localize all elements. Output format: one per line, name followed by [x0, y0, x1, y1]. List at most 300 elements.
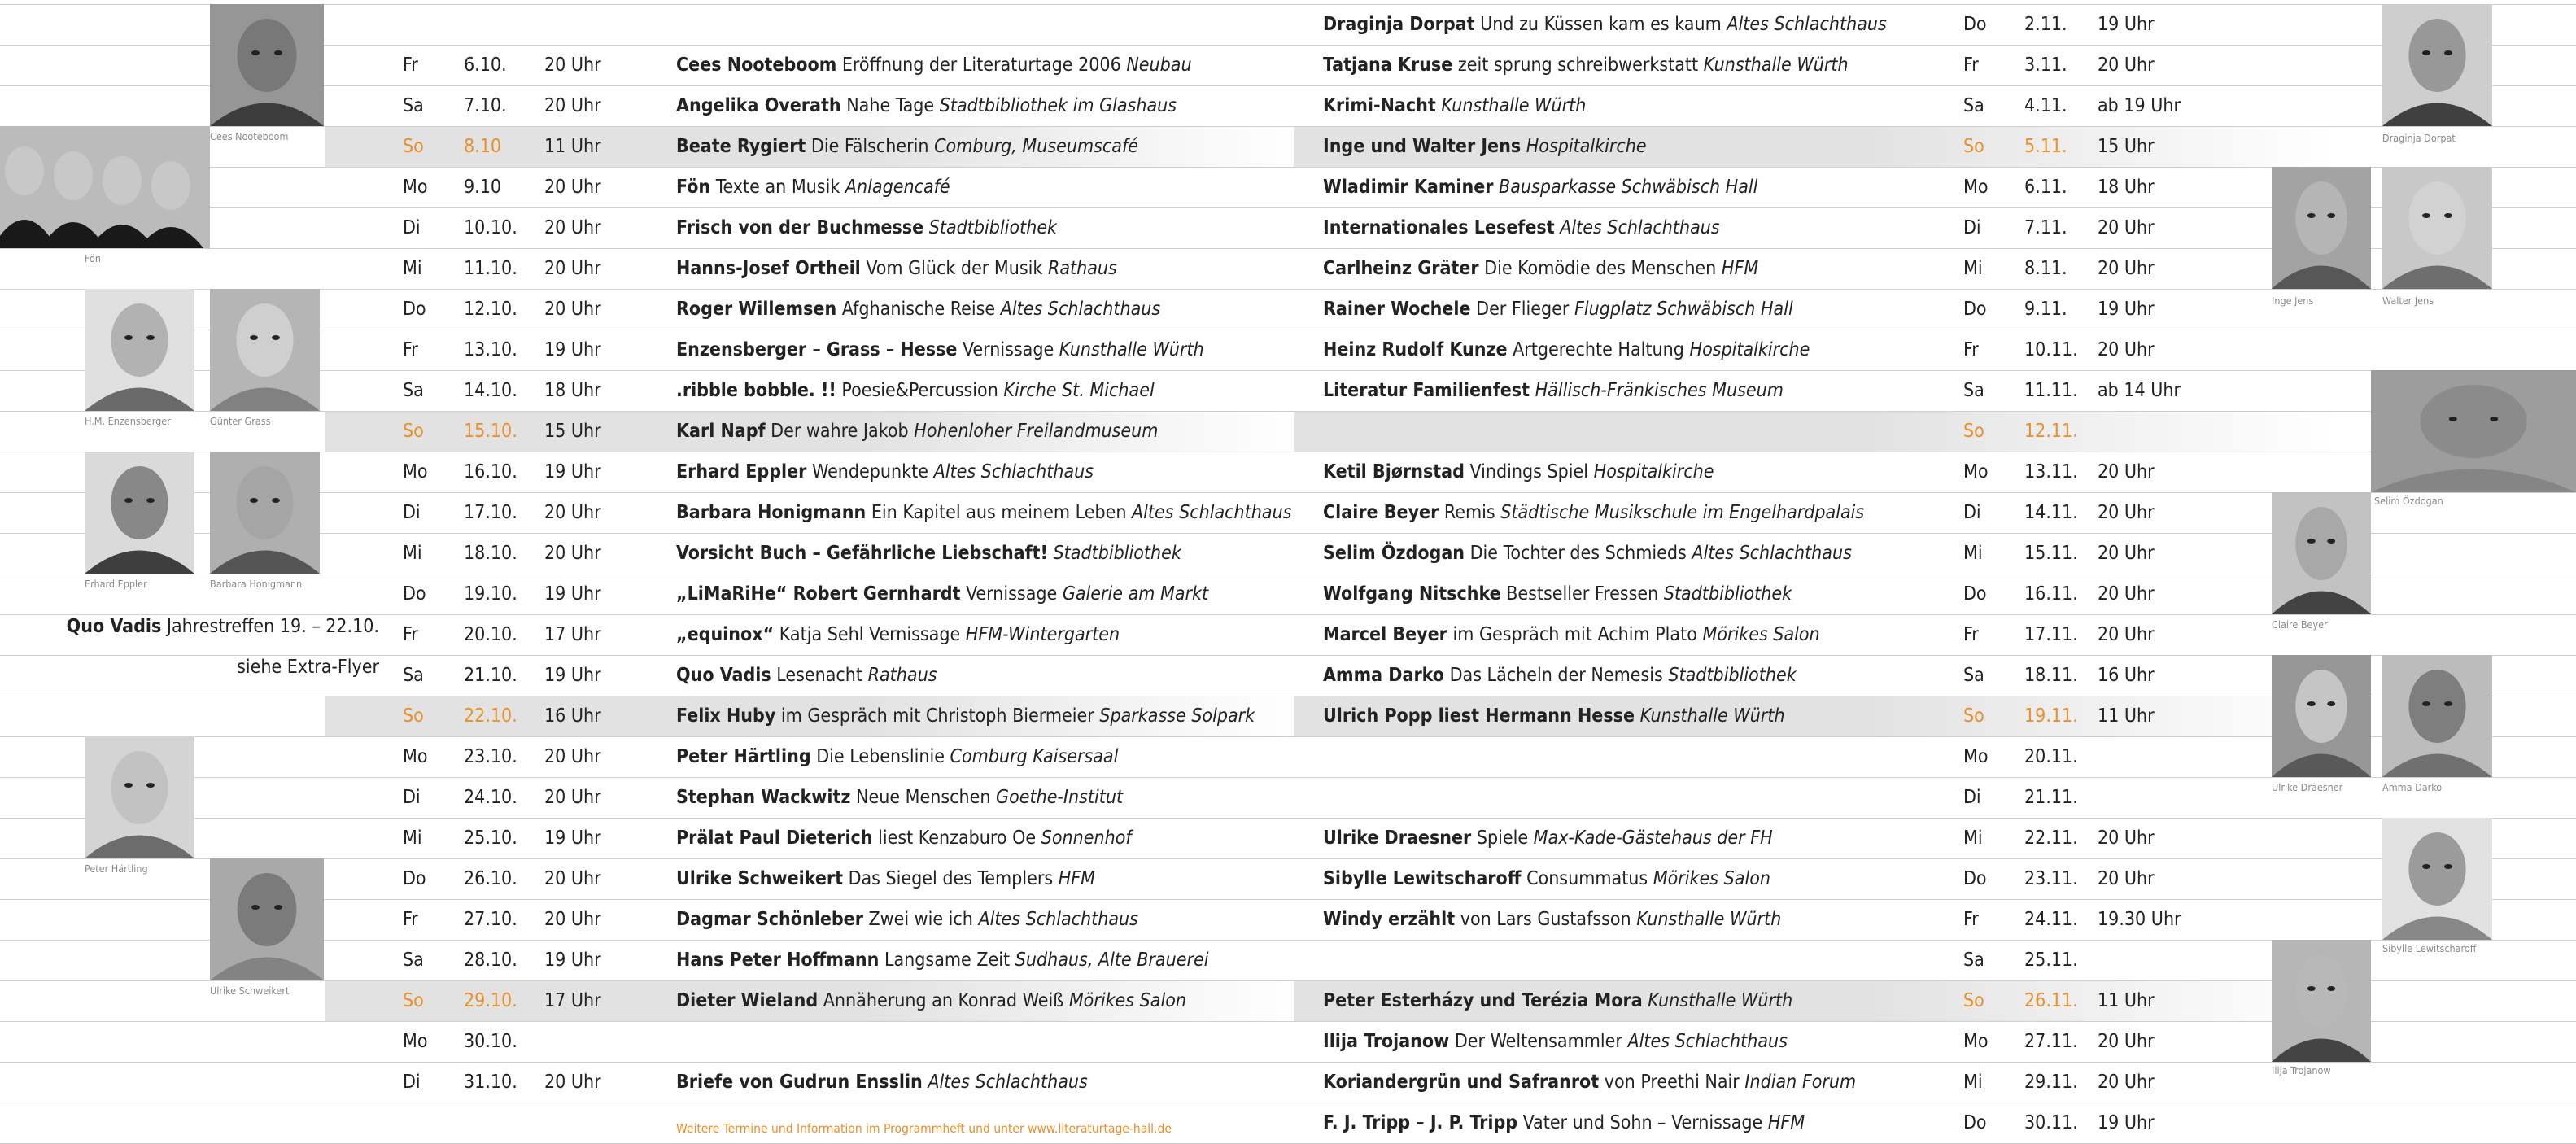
event-venue: Anlagencafé	[845, 177, 950, 198]
event-description: Neue Menschen	[855, 787, 991, 808]
weekday: Mi	[403, 258, 422, 279]
footer-note: Weitere Termine und Information im Programmheft und unter www.literaturtage-hall.de	[676, 1121, 1172, 1136]
event-name: Erhard Eppler	[676, 461, 807, 482]
weekday: Sa	[403, 665, 424, 686]
weekday: So	[1963, 136, 1984, 157]
event-name: Ulrich Popp liest Hermann Hesse	[1323, 705, 1635, 727]
event-description: Die Tochter des Schmieds	[1469, 543, 1687, 564]
weekday: Mi	[1963, 543, 1983, 564]
october-row	[325, 492, 1302, 533]
portrait-caption: Sibylle Lewitscharoff	[2382, 942, 2477, 954]
event	[676, 452, 1094, 492]
portrait-image	[2272, 167, 2371, 289]
october-row	[325, 777, 1302, 818]
event-venue: Altes Schlachthaus	[933, 461, 1094, 482]
event-name: Ulrike Draesner	[1323, 827, 1472, 849]
time: 19 Uhr	[544, 665, 601, 686]
date: 18.10.	[464, 543, 517, 564]
event-description: von Preethi Nair	[1604, 1072, 1740, 1093]
november-row	[1294, 45, 2335, 85]
date: 7.11.	[2024, 217, 2067, 238]
time: 20 Uhr	[2098, 339, 2155, 360]
event-venue: Hohenloher Freilandmuseum	[914, 421, 1159, 442]
october-row	[325, 452, 1302, 492]
november-row	[1294, 167, 2335, 207]
date: 12.11.	[2024, 421, 2078, 442]
event	[1323, 452, 1714, 492]
weekday: Mi	[1963, 258, 1983, 279]
portrait-caption: Fön	[85, 252, 102, 264]
date: 27.11.	[2024, 1031, 2078, 1052]
november-row	[1294, 858, 2335, 899]
event-venue: Stadtbibliothek	[1668, 665, 1797, 686]
time: 18 Uhr	[2098, 177, 2155, 198]
november-row	[1294, 1062, 2335, 1103]
event	[676, 1062, 1088, 1103]
event-description: Eröffnung der Literaturtage 2006	[841, 55, 1121, 76]
event	[676, 940, 1208, 980]
row-divider	[0, 411, 2576, 412]
october-row	[325, 370, 1302, 411]
event-description: Consummatus	[1526, 868, 1648, 889]
weekday: Fr	[403, 339, 418, 360]
portrait-image	[85, 289, 194, 411]
date: 4.11.	[2024, 95, 2067, 116]
event-name: Peter Härtling	[676, 746, 811, 767]
weekday: Do	[403, 583, 426, 605]
october-row	[325, 899, 1302, 940]
event-venue: Hospitalkirche	[1689, 339, 1810, 360]
event	[676, 45, 1192, 85]
date: 5.11.	[2024, 136, 2067, 157]
extra-flyer-note: siehe Extra-Flyer	[237, 657, 379, 678]
weekday: Di	[403, 217, 421, 238]
november-row	[1294, 614, 2335, 655]
event-name: Peter Esterházy und Terézia Mora	[1323, 990, 1643, 1011]
date: 17.11.	[2024, 624, 2078, 645]
event-name: Karl Napf	[676, 421, 766, 442]
time: 19 Uhr	[544, 461, 601, 482]
date: 3.11.	[2024, 55, 2067, 76]
time: 20 Uhr	[2098, 543, 2155, 564]
event-name: Claire Beyer	[1323, 502, 1439, 523]
date: 19.11.	[2024, 705, 2078, 727]
row-divider	[0, 167, 2576, 168]
event	[676, 85, 1177, 126]
event-name: Angelika Overath	[676, 95, 841, 116]
weekday: Sa	[1963, 95, 1984, 116]
weekday: Mo	[1963, 177, 1989, 198]
event	[1323, 167, 1757, 207]
event-name: Ulrike Schweikert	[676, 868, 843, 889]
october-row	[325, 696, 1302, 736]
event-description: Das Siegel des Templers	[848, 868, 1054, 889]
portrait-inge	[2272, 167, 2371, 289]
event-venue: Indian Forum	[1744, 1072, 1857, 1093]
event-venue: Kunsthalle Würth	[1636, 909, 1782, 930]
portrait-caption: H.M. Enzensberger	[85, 415, 171, 427]
weekday: Mo	[1963, 746, 1989, 767]
weekday: Mo	[403, 1031, 428, 1052]
date: 19.10.	[464, 583, 517, 605]
time: 20 Uhr	[544, 95, 601, 116]
event	[1323, 126, 1647, 167]
october-row	[325, 940, 1302, 980]
event-venue: Rathaus	[867, 665, 937, 686]
event-name: Felix Huby	[676, 705, 776, 727]
event	[676, 167, 950, 207]
event-venue: Hospitalkirche	[1593, 461, 1714, 482]
november-row	[1294, 126, 2335, 167]
event-venue: Altes Schlachthaus	[1627, 1031, 1788, 1052]
event-venue: HFM-Wintergarten	[965, 624, 1120, 645]
row-divider	[0, 370, 2576, 371]
event-venue: Kirche St. Michael	[1003, 380, 1155, 401]
date: 8.11.	[2024, 258, 2067, 279]
time: 20 Uhr	[2098, 217, 2155, 238]
row-divider	[0, 248, 2576, 249]
time: 20 Uhr	[2098, 258, 2155, 279]
october-row	[325, 167, 1302, 207]
event-description: Ein Kapitel aus meinem Leben	[871, 502, 1127, 523]
time: 20 Uhr	[544, 502, 601, 523]
time: 15 Uhr	[544, 421, 601, 442]
row-divider	[0, 777, 2576, 778]
event-name: Windy erzählt	[1323, 909, 1456, 930]
portrait-image	[2382, 167, 2492, 289]
date: 27.10.	[464, 909, 517, 930]
portrait-caption: Günter Grass	[210, 415, 271, 427]
weekday: Do	[1963, 583, 1987, 605]
portrait-caption: Walter Jens	[2382, 295, 2434, 307]
time: ab 19 Uhr	[2098, 95, 2181, 116]
portrait-draesner	[2272, 655, 2371, 777]
event-venue: Kunsthalle Würth	[1441, 95, 1587, 116]
event-description: Texte an Musik	[715, 177, 840, 198]
event-venue: Kunsthalle Würth	[1639, 705, 1785, 727]
event-name: Ilija Trojanow	[1323, 1031, 1450, 1052]
event	[676, 289, 1160, 330]
event	[1323, 370, 1784, 411]
event-name: Hans Peter Hoffmann	[676, 950, 880, 971]
time: 20 Uhr	[2098, 1072, 2155, 1093]
weekday: Sa	[1963, 950, 1984, 971]
october-row	[325, 207, 1302, 248]
time: 19 Uhr	[544, 583, 601, 605]
event	[676, 126, 1138, 167]
event-name: Sibylle Lewitscharoff	[1323, 868, 1522, 889]
october-row	[325, 45, 1302, 85]
event	[676, 370, 1155, 411]
october-row	[325, 126, 1302, 167]
november-row	[1294, 370, 2335, 411]
time: 20 Uhr	[2098, 624, 2155, 645]
event	[1323, 207, 1720, 248]
date: 18.11.	[2024, 665, 2078, 686]
weekday: Fr	[1963, 909, 1979, 930]
event-name: Wolfgang Nitschke	[1323, 583, 1501, 605]
october-row	[325, 655, 1302, 696]
row-divider	[0, 899, 2576, 900]
event-description: Und zu Küssen kam es kaum	[1480, 14, 1722, 35]
portrait-caption: Ulrike Draesner	[2272, 781, 2343, 793]
event	[1323, 492, 1864, 533]
row-divider	[0, 655, 2576, 656]
november-row	[1294, 452, 2335, 492]
weekday: So	[1963, 990, 1984, 1011]
event-venue: Kunsthalle Würth	[1059, 339, 1204, 360]
event-venue: Sonnenhof	[1041, 827, 1132, 849]
portrait-nooteboom	[210, 4, 324, 126]
october-row	[325, 533, 1302, 574]
row-divider	[0, 126, 2576, 127]
november-row	[1294, 533, 2335, 574]
event-venue: Sparkasse Solpark	[1099, 705, 1255, 727]
date: 25.10.	[464, 827, 517, 849]
november-row	[1294, 1021, 2335, 1062]
portrait-caption: Cees Nooteboom	[210, 130, 289, 142]
event-description: Die Lebenslinie	[816, 746, 945, 767]
event-description: Annäherung an Konrad Weiß	[823, 990, 1064, 1011]
weekday: Fr	[403, 624, 418, 645]
date: 9.11.	[2024, 299, 2067, 320]
weekday: Sa	[403, 950, 424, 971]
event-description: Der Flieger	[1476, 299, 1570, 320]
event	[1323, 614, 1820, 655]
portrait-oezdogan	[2371, 370, 2576, 492]
event	[676, 980, 1186, 1021]
weekday: Mo	[403, 746, 428, 767]
event	[1323, 1062, 1856, 1103]
time: 19 Uhr	[544, 827, 601, 849]
portrait-caption: Selim Özdogan	[2374, 495, 2443, 507]
date: 6.10.	[464, 55, 507, 76]
portrait-dorpat	[2382, 4, 2492, 126]
event-name: Selim Özdogan	[1323, 543, 1465, 564]
row-divider	[0, 1062, 2576, 1063]
october-row	[325, 736, 1302, 777]
date: 22.10.	[464, 705, 517, 727]
date: 21.10.	[464, 665, 517, 686]
quo-vadis-note	[67, 616, 379, 637]
event-description: Nahe Tage	[846, 95, 935, 116]
event-venue: Stadtbibliothek	[1053, 543, 1181, 564]
portrait-grass	[210, 289, 320, 411]
date: 11.11.	[2024, 380, 2078, 401]
event-description: Zwei wie ich	[868, 909, 973, 930]
weekday: Do	[403, 868, 426, 889]
portrait-image	[210, 289, 320, 411]
row-divider	[0, 818, 2576, 819]
event-description: Vater und Sohn – Vernissage	[1522, 1112, 1763, 1133]
event-description: Langsame Zeit	[884, 950, 1011, 971]
weekday: Mi	[1963, 1072, 1983, 1093]
portrait-image	[2272, 940, 2371, 1062]
event-name: Internationales Lesefest	[1323, 217, 1555, 238]
row-divider	[0, 45, 2576, 46]
event-description: Remis	[1443, 502, 1495, 523]
event-name: Hanns-Josef Ortheil	[676, 258, 861, 279]
november-row	[1294, 940, 2335, 980]
weekday: Do	[1963, 1112, 1987, 1133]
event-description: Afghanische Reise	[841, 299, 996, 320]
november-row	[1294, 696, 2335, 736]
event-venue: Altes Schlachthaus	[1000, 299, 1161, 320]
event-name: .ribble bobble. !!	[676, 380, 836, 401]
row-divider	[0, 4, 2576, 5]
october-row	[325, 1021, 1302, 1062]
event-venue: Altes Schlachthaus	[1560, 217, 1720, 238]
weekday: Sa	[403, 380, 424, 401]
portrait-caption: Erhard Eppler	[85, 578, 147, 590]
event-venue: HFM	[1058, 868, 1096, 889]
october-row	[325, 858, 1302, 899]
event	[676, 777, 1123, 818]
time: 20 Uhr	[544, 1072, 601, 1093]
weekday: Di	[403, 502, 421, 523]
date: 24.11.	[2024, 909, 2078, 930]
weekday: Do	[403, 299, 426, 320]
event-name: „LiMaRiHe“ Robert Gernhardt	[676, 583, 961, 605]
event	[676, 818, 1132, 858]
portrait-image	[2272, 655, 2371, 777]
weekday: So	[403, 421, 424, 442]
weekday: Mo	[403, 461, 428, 482]
date: 10.11.	[2024, 339, 2078, 360]
october-row	[325, 248, 1302, 289]
row-divider	[0, 614, 2576, 615]
date: 10.10.	[464, 217, 517, 238]
november-row	[1294, 411, 2335, 452]
time: 20 Uhr	[544, 746, 601, 767]
event-venue: Galerie am Markt	[1062, 583, 1209, 605]
event-name: Beate Rygiert	[676, 136, 806, 157]
event	[1323, 696, 1785, 736]
november-row	[1294, 492, 2335, 533]
event-venue: Hällisch-Fränkisches Museum	[1535, 380, 1784, 401]
event-description: im Gespräch mit Achim Plato	[1452, 624, 1697, 645]
time: 16 Uhr	[2098, 665, 2155, 686]
event-venue: Stadtbibliothek im Glashaus	[939, 95, 1177, 116]
time: 20 Uhr	[2098, 1031, 2155, 1052]
portrait-trojanow	[2272, 940, 2371, 1062]
date: 12.10.	[464, 299, 517, 320]
event-name: Enzensberger – Grass – Hesse	[676, 339, 958, 360]
date: 7.10.	[464, 95, 507, 116]
event-description: Artgerechte Haltung	[1513, 339, 1684, 360]
event-venue: Kunsthalle Würth	[1703, 55, 1849, 76]
date: 9.10	[464, 177, 502, 198]
event-venue: Altes Schlachthaus	[1692, 543, 1852, 564]
time: 11 Uhr	[2098, 705, 2155, 727]
time: 20 Uhr	[2098, 583, 2155, 605]
weekday: Mi	[1963, 827, 1983, 849]
date: 31.10.	[464, 1072, 517, 1093]
event	[676, 655, 937, 696]
event-venue: Sudhaus, Alte Brauerei	[1015, 950, 1209, 971]
event	[1323, 818, 1773, 858]
event-venue: Comburg, Museumscafé	[934, 136, 1139, 157]
time: 11 Uhr	[2098, 990, 2155, 1011]
row-divider	[0, 492, 2576, 493]
date: 11.10.	[464, 258, 517, 279]
november-row	[1294, 777, 2335, 818]
october-row	[325, 289, 1302, 330]
portrait-image	[2382, 4, 2492, 126]
november-row	[1294, 899, 2335, 940]
november-row	[1294, 85, 2335, 126]
weekday: Do	[1963, 14, 1987, 35]
october-row	[325, 818, 1302, 858]
time: 19.30 Uhr	[2098, 909, 2181, 930]
event	[1323, 533, 1852, 574]
weekday: Fr	[1963, 55, 1979, 76]
date: 20.10.	[464, 624, 517, 645]
event-venue: Altes Schlachthaus	[978, 909, 1138, 930]
time: 20 Uhr	[544, 258, 601, 279]
event	[1323, 85, 1586, 126]
portrait-image	[2272, 492, 2371, 614]
event-venue: Mörikes Salon	[1068, 990, 1186, 1011]
row-divider	[0, 85, 2576, 86]
portrait-image	[0, 126, 210, 248]
event	[1323, 858, 1770, 899]
weekday: Fr	[403, 909, 418, 930]
date: 30.11.	[2024, 1112, 2078, 1133]
event-description: Vernissage	[963, 339, 1054, 360]
event-description: Der Weltensammler	[1454, 1031, 1622, 1052]
weekday: Do	[1963, 868, 1987, 889]
event-name: Tatjana Kruse	[1323, 55, 1453, 76]
time: 20 Uhr	[2098, 502, 2155, 523]
date: 6.11.	[2024, 177, 2067, 198]
event-venue: HFM	[1767, 1112, 1805, 1133]
event-name: Amma Darko	[1323, 665, 1445, 686]
event-description: im Gespräch mit Christoph Biermeier	[780, 705, 1094, 727]
event-description: von Lars Gustafsson	[1460, 909, 1631, 930]
portrait-foen	[0, 126, 210, 248]
november-row	[1294, 574, 2335, 614]
event-description: Spiele	[1476, 827, 1529, 849]
event-venue: Altes Schlachthaus	[1727, 14, 1887, 35]
event-venue: Mörikes Salon	[1702, 624, 1820, 645]
event-description: zeit sprung schreibwerkstatt	[1457, 55, 1699, 76]
date: 23.10.	[464, 746, 517, 767]
weekday: Mo	[403, 177, 428, 198]
event-description: Die Fälscherin	[810, 136, 929, 157]
date: 15.11.	[2024, 543, 2078, 564]
event-name: Briefe von Gudrun Ensslin	[676, 1072, 923, 1093]
portrait-caption: Claire Beyer	[2272, 618, 2328, 631]
weekday: Mi	[403, 543, 422, 564]
portrait-beyer	[2272, 492, 2371, 614]
event-venue: Rathaus	[1047, 258, 1117, 279]
event-name: Barbara Honigmann	[676, 502, 867, 523]
time: 20 Uhr	[544, 543, 601, 564]
time: 19 Uhr	[544, 339, 601, 360]
event	[676, 330, 1204, 370]
time: 20 Uhr	[544, 909, 601, 930]
event-name: Krimi-Nacht	[1323, 95, 1436, 116]
october-row	[325, 980, 1302, 1021]
event-venue: HFM	[1721, 258, 1759, 279]
event-description: Katja Sehl Vernissage	[779, 624, 961, 645]
portrait-walter	[2382, 167, 2492, 289]
event-name: Frisch von der Buchmesse	[676, 217, 924, 238]
portrait-caption: Inge Jens	[2272, 295, 2314, 307]
time: 20 Uhr	[544, 177, 601, 198]
event	[1323, 980, 1792, 1021]
